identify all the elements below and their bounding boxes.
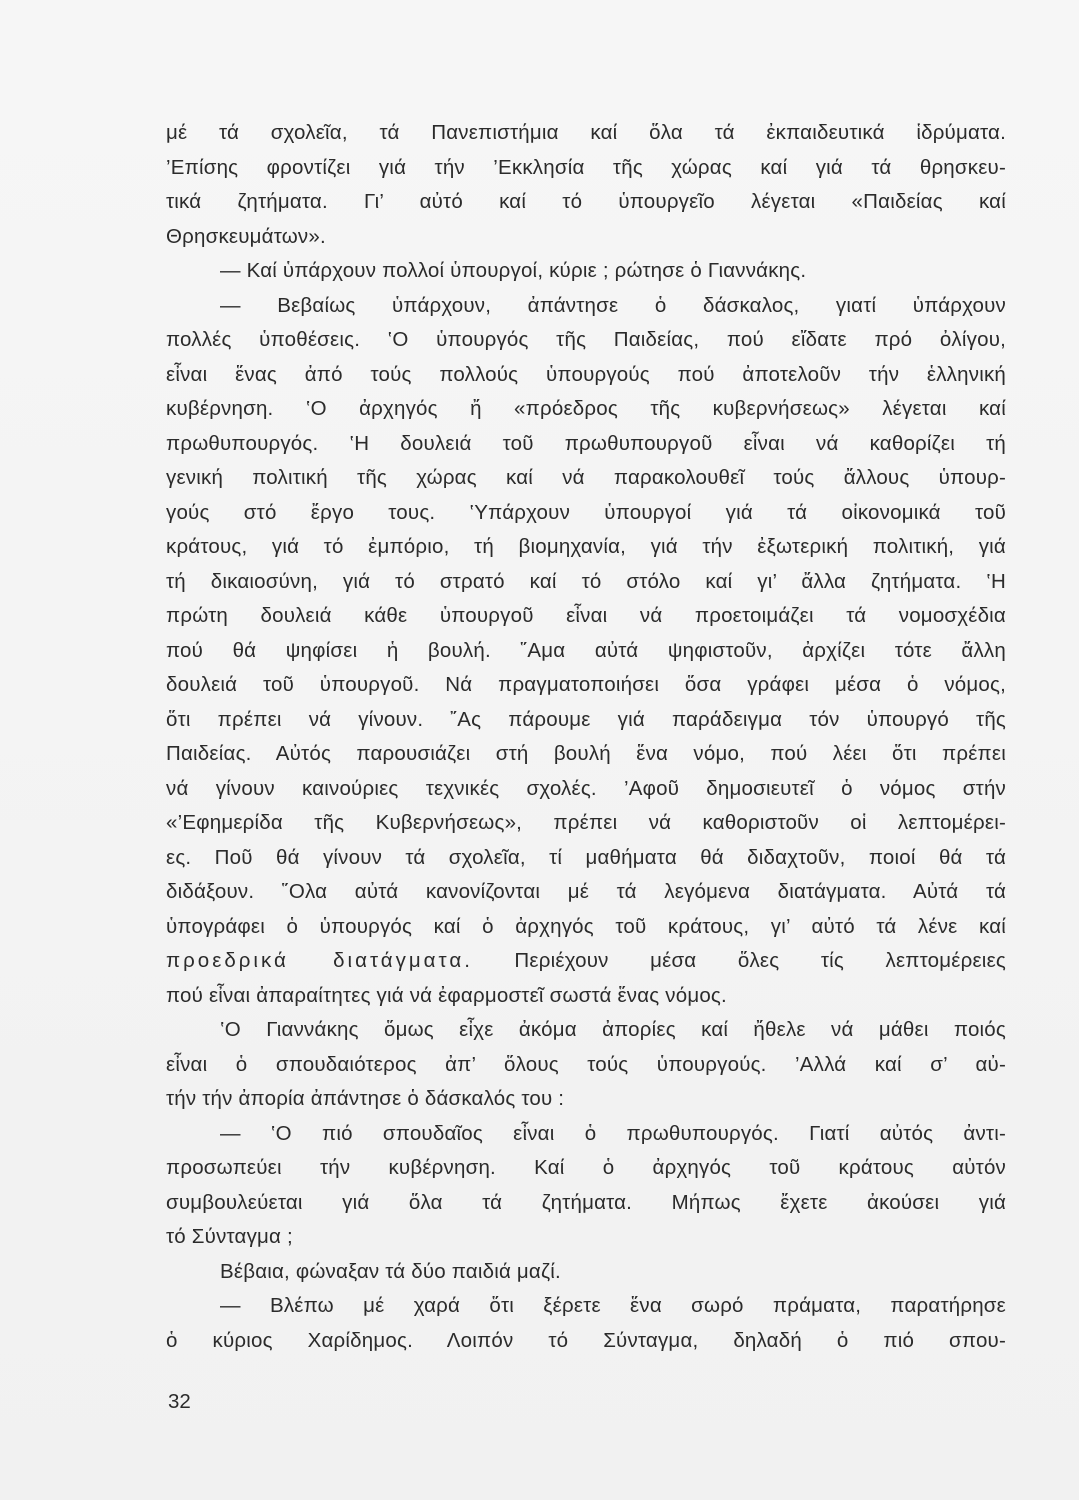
text-line: κράτους, γιά τό ἐμπόριο, τή βιομηχανία, γιά τήν ἐξωτερική πολιτική, γιά: [166, 535, 1006, 558]
text-line: γενική πολιτική τῆς χώρας καί νά παρακολουθεῖ τούς ἄλλους ὑπουρ-: [166, 466, 1006, 489]
text-line: πρώτη δουλειά κάθε ὑπουργοῦ εἶναι νά προετοιμάζει τά νομοσχέδια: [166, 604, 1006, 627]
text-line: πού θά ψηφίσει ἡ βουλή. ῞Αμα αὐτά ψηφιστοῦν, ἀρχίζει τότε ἄλλη: [166, 638, 1006, 662]
text-line: Παιδείας. Αὐτός παρουσιάζει στή βουλή ἕνα νόμο, πού λέει ὅτι πρέπει: [166, 742, 1006, 765]
text-line: — Βλέπω μέ χαρά ὅτι ξέρετε ἕνα σωρό πράματα, παρατήρησε: [220, 1294, 1006, 1317]
text-line: προσωπεύει τήν κυβέρνηση. Καί ὁ ἀρχηγός τοῦ κράτους αὐτόν: [166, 1156, 1006, 1179]
spaced-term: προεδρικά διατάγματα.: [166, 949, 473, 972]
text-line: [166, 944, 1006, 979]
page-number: 32: [168, 1390, 191, 1413]
text-line: πρωθυπουργός. ‛Η δουλειά τοῦ πρωθυπουργοῦ εἶναι νά καθορίζει τή: [166, 431, 1006, 455]
text-line: — Βεβαίως ὑπάρχουν, ἀπάντησε ὁ δάσκαλος, γιατί ὑπάρχουν: [220, 293, 1006, 317]
text-line: — ‛Ο πιό σπουδαῖος εἶναι ὁ πρωθυπουργός. Γιατί αὐτός ἀντι-: [220, 1121, 1006, 1145]
text-line: «’Εφημερίδα τῆς Κυβερνήσεως», πρέπει νά καθοριστοῦν οἱ λεπτομέρει-: [166, 811, 1006, 834]
text-line: νά γίνουν καινούριες τεχνικές σχολές. ’Αφοῦ δημοσιευτεῖ ὁ νόμος στήν: [166, 776, 1006, 800]
text-line: διδάξουν. ῞Ολα αὐτά κανονίζονται μέ τά λεγόμενα διατάγματα. Αὐτά τά: [166, 880, 1006, 903]
text-line: ὅτι πρέπει νά γίνουν. ῎Ας πάρουμε γιά παράδειγμα τόν ὑπουργό τῆς: [166, 707, 1006, 731]
text-line: Βέβαια, φώναξαν τά δύο παιδιά μαζί.: [220, 1259, 561, 1283]
text-line: Θρησκευμάτων».: [166, 224, 326, 248]
text-line: εἶναι ὁ σπουδαιότερος ἀπ’ ὅλους τούς ὑπουργούς. ’Αλλά καί σ’ αὐ-: [166, 1052, 1006, 1076]
text-line: ες. Ποῦ θά γίνουν τά σχολεῖα, τί μαθήματα θά διδαχτοῦν, ποιοί θά τά: [166, 845, 1006, 869]
text-line: ὑπογράφει ὁ ὑπουργός καί ὁ ἀρχηγός τοῦ κράτους, γι’ αὐτό τά λένε καί: [166, 914, 1006, 938]
text-line: πολλές ὑποθέσεις. ‛Ο ὑπουργός τῆς Παιδείας, πού εἴδατε πρό ὀλίγου,: [166, 328, 1006, 351]
text-line: γούς στό ἔργο τους. ‛Υπάρχουν ὑπουργοί γιά τά οἰκονομικά τοῦ: [166, 500, 1006, 524]
text-line: — Καί ὑπάρχουν πολλοί ὑπουργοί, κύριε ; ρώτησε ὁ Γιαννάκης.: [220, 259, 807, 282]
text-line: ‛Ο Γιαννάκης ὅμως εἶχε ἀκόμα ἀπορίες καί ἤθελε νά μάθει ποιός: [220, 1018, 1006, 1041]
text-line: ὁ κύριος Χαρίδημος. Λοιπόν τό Σύνταγμα, δηλαδή ὁ πιό σπου-: [166, 1328, 1006, 1352]
text-line: τή δικαιοσύνη, γιά τό στρατό καί τό στόλο καί γι’ ἄλλα ζητήματα. ‛Η: [166, 569, 1006, 593]
text-line: τικά ζητήματα. Γι’ αὐτό καί τό ὑπουργεῖο λέγεται «Παιδείας καί: [166, 190, 1006, 213]
body-text: [166, 116, 1006, 1358]
text-line: πού εἶναι ἀπαραίτητες γιά νά ἐφαρμοστεῖ σωστά ἕνας νόμος.: [166, 983, 727, 1007]
text-line: δουλειά τοῦ ὑπουργοῦ. Νά πραγματοποιήσει ὅσα γράφει μέσα ὁ νόμος,: [166, 673, 1006, 696]
text-line: τήν τήν ἀπορία ἀπάντησε ὁ δάσκαλός του :: [166, 1087, 565, 1110]
text-line: μέ τά σχολεῖα, τά Πανεπιστήμια καί ὅλα τά ἐκπαιδευτικά ἱδρύματα.: [166, 121, 1006, 144]
text-line: τό Σύνταγμα ;: [166, 1225, 293, 1248]
text-line: κυβέρνηση. ‛Ο ἀρχηγός ἤ «πρόεδρος τῆς κυβερνήσεως» λέγεται καί: [166, 397, 1006, 420]
text-line-rest: Περιέχουν μέσα ὅλες τίς λεπτομέρειες: [472, 949, 1006, 972]
text-line: ’Επίσης φροντίζει γιά τήν ’Εκκλησία τῆς χώρας καί γιά τά θρησκευ-: [166, 155, 1006, 179]
text-line: εἶναι ἕνας ἀπό τούς πολλούς ὑπουργούς πού ἀποτελοῦν τήν ἑλληνική: [166, 362, 1006, 386]
text-line: συμβουλεύεται γιά ὅλα τά ζητήματα. Μήπως ἔχετε ἀκούσει γιά: [166, 1190, 1006, 1214]
